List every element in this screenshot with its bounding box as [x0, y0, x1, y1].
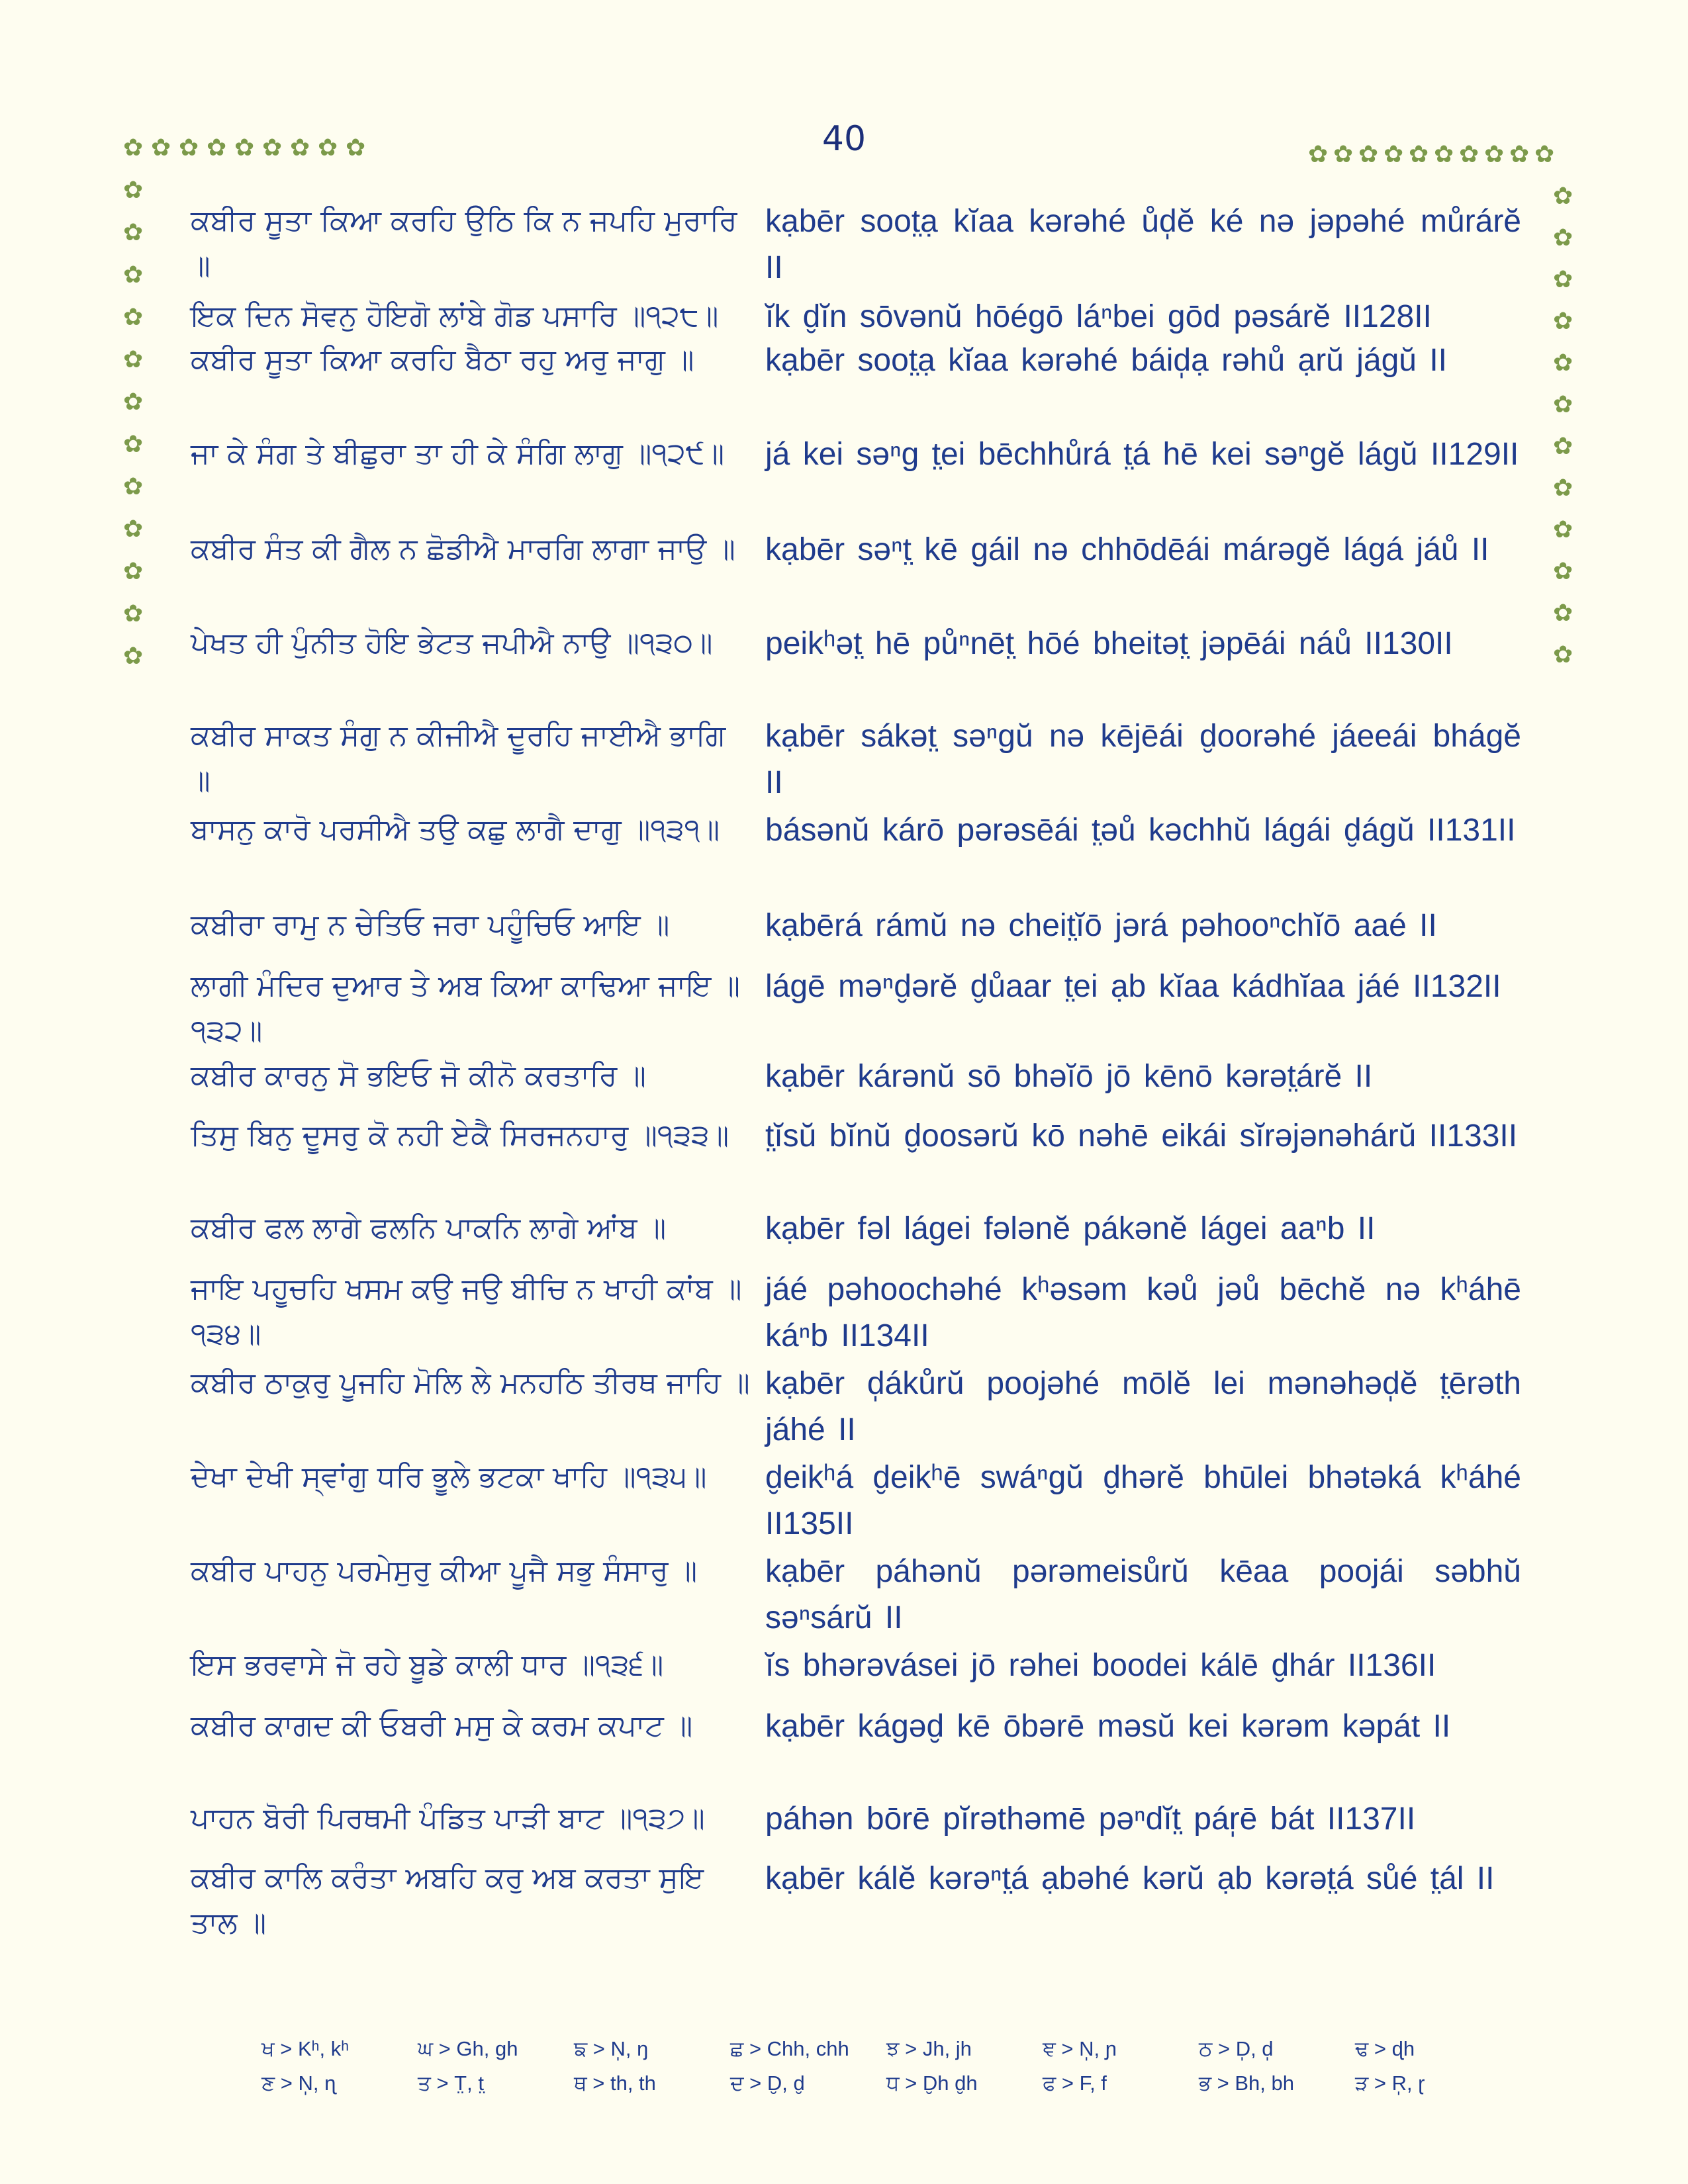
verse-row: [191, 1455, 1521, 1549]
transliteration-text: ĭk d̮ĭn sōvənŭ hōégō láⁿbei gōd pəsárĕ II128II: [765, 299, 1432, 334]
transliteration-text: já kei səⁿg t̤ei bēchhůrá t̤á hē kei səⁿgĕ lágŭ II129II: [765, 437, 1519, 472]
gurmukhi-text: ਕਬੀਰ ਠਾਕੁਰੁ ਪੂਜਹਿ ਮੋਲਿ ਲੇ ਮਨਹਠਿ ਤੀਰਥ ਜਾਹਿ ॥: [191, 1366, 750, 1400]
flower-icon: ✿: [123, 219, 144, 246]
verse-row: [191, 1549, 1521, 1643]
transliteration-text: t̤ĭsŭ bĭnŭ d̮oosərŭ kō nəhē eikái sĭrəjənəhárŭ II133II: [765, 1118, 1518, 1154]
gurmukhi-text: ਕਬੀਰ ਸੂਤਾ ਕਿਆ ਕਰਹਿ ਉਠਿ ਕਿ ਨ ਜਪਹਿ ਮੁਰਾਰਿ ॥: [191, 204, 737, 283]
flower-icon: ✿: [1553, 475, 1573, 502]
flower-icon: ✿: [123, 473, 144, 500]
transliteration-text: básənŭ kárō pərəsēái t̤əů kəchhŭ lágái d̮ágŭ II131II: [765, 813, 1516, 848]
gurmukhi-text: ਪੇਖਤ ਹੀ ਪੁੰਨੀਤ ਹੋਇ ਭੇਟਤ ਜਪੀਐ ਨਾਉ ॥੧੩੦॥: [191, 626, 713, 660]
flower-icon: ✿: [1553, 516, 1573, 543]
flower-icon: ✿: [1308, 141, 1329, 168]
page-number: 40: [821, 119, 867, 159]
gurmukhi-text: ਕਬੀਰ ਕਾਰਨੁ ਸੋ ਭਇਓ ਜੋ ਕੀਨੋ ਕਰਤਾਰਿ ॥: [191, 1059, 646, 1093]
gurmukhi-text: ਇਕ ਦਿਨ ਸੋਵਨੁ ਹੋਇਗੋ ਲਾਂਬੇ ਗੋਡ ਪਸਾਰਿ ॥੧੨੮॥: [191, 299, 719, 333]
transliteration-text: kạbēr səⁿt̤ kē gáil nə chhōdēái márəgĕ lágá jáů II: [765, 532, 1489, 567]
flower-icon: ✿: [123, 431, 144, 458]
verse-row: [191, 1113, 1521, 1206]
transliteration-text: ĭs bhərəvásei jō rəhei boodei kálē d̮hár II136II: [765, 1648, 1436, 1683]
legend-item: ਖ > Kʰ, kʰ: [261, 2037, 350, 2060]
transliteration-text: jáé pəhoochəhé kʰəsəm kəů jəů bēchĕ nə kʰáhē káⁿb II134II: [765, 1272, 1521, 1353]
legend-item: ਭ > Bh, bh: [1199, 2071, 1294, 2095]
gurmukhi-text: ਕਬੀਰ ਸਾਕਤ ਸੰਗੁ ਨ ਕੀਜੀਐ ਦੂਰਹਿ ਜਾਈਐ ਭਾਗਿ ॥: [191, 719, 726, 797]
flower-icon: ✿: [123, 516, 144, 543]
flower-icon: ✿: [123, 388, 144, 416]
transliteration-text: kạbēr páhənŭ pərəmeisůrŭ kēaa poojái səbhŭ səⁿsárŭ II: [765, 1554, 1521, 1635]
verse-table: [191, 199, 1521, 1950]
flower-icon: ✿: [318, 134, 338, 161]
gurmukhi-text: ਬਾਸਨੁ ਕਾਰੋ ਪਰਸੀਐ ਤਉ ਕਛੁ ਲਾਗੈ ਦਾਗੁ ॥੧੩੧॥: [191, 813, 720, 846]
gurmukhi-text: ਕਬੀਰ ਪਾਹਨੁ ਪਰਮੇਸੁਰੁ ਕੀਆ ਪੂਜੈ ਸਭੁ ਸੰਸਾਰੁ ॥: [191, 1554, 698, 1588]
verse-row: [191, 527, 1521, 621]
verse-row: [191, 338, 1521, 432]
gurmukhi-text: ਜਾ ਕੇ ਸੰਗ ਤੇ ਬੀਛੁਰਾ ਤਾ ਹੀ ਕੇ ਸੰਗਿ ਲਾਗੁ ॥੧੨੯॥: [191, 437, 725, 471]
verse-row: [191, 1054, 1521, 1113]
verse-row: [191, 903, 1521, 964]
legend-item: ਢ > ɖh: [1355, 2037, 1415, 2060]
verse-row: [191, 1796, 1521, 1856]
flower-icon: ✿: [1409, 141, 1429, 168]
flower-icon: ✿: [123, 346, 144, 373]
legend-item: ਣ > N̩, ɳ: [261, 2071, 336, 2095]
gurmukhi-text: ਕਬੀਰ ਸੂਤਾ ਕਿਆ ਕਰਹਿ ਬੈਠਾ ਰਹੁ ਅਰੁ ਜਾਗੁ ॥: [191, 343, 694, 377]
legend-item: ੜ > R̩, ɽ: [1355, 2071, 1425, 2095]
flower-icon: ✿: [262, 134, 283, 161]
flower-icon: ✿: [123, 177, 144, 204]
flower-icon: ✿: [1553, 183, 1573, 210]
flower-icon: ✿: [151, 134, 171, 161]
flower-icon: ✿: [1553, 266, 1573, 293]
flower-icon: ✿: [123, 261, 144, 289]
verse-row: [191, 1643, 1521, 1704]
transliteration-text: kạbērá rámŭ nə cheit̤ĭō jərá pəhooⁿchĭō aaé II: [765, 908, 1437, 943]
legend-item: ਞ > N̩, ɲ: [1043, 2037, 1117, 2060]
flower-icon: ✿: [179, 134, 199, 161]
verse-row: [191, 1361, 1521, 1455]
gurmukhi-text: ਦੇਖਾ ਦੇਖੀ ਸ੍ਵਾਂਗੁ ਧਰਿ ਭੂਲੇ ਭਟਕਾ ਖਾਹਿ ॥੧੩੫॥: [191, 1460, 707, 1494]
legend-item: ਫ > F, f: [1043, 2071, 1107, 2095]
legend-item: ਘ > Gh, gh: [418, 2037, 518, 2060]
verse-row: [191, 1704, 1521, 1796]
gurmukhi-text: ਇਸ ਭਰਵਾਸੇ ਜੋ ਰਹੇ ਬੂਡੇ ਕਾਲੀ ਧਾਰ ॥੧੩੬॥: [191, 1648, 664, 1682]
flower-icon: ✿: [207, 134, 227, 161]
verse-row: [191, 713, 1521, 807]
transliteration-text: kạbēr soot̤ạ kĭaa kərəhé báid̩ạ rəhů ạrŭ jágŭ II: [765, 343, 1447, 378]
gurmukhi-text: ਤਿਸੁ ਬਿਨੁ ਦੂਸਰੁ ਕੋ ਨਹੀ ਏਕੈ ਸਿਰਜਨਹਾਰੁ ॥੧੩੩॥: [191, 1118, 729, 1152]
flower-icon: ✿: [123, 558, 144, 585]
gurmukhi-text: ਕਬੀਰਾ ਰਾਮੁ ਨ ਚੇਤਿਓ ਜਰਾ ਪਹੂੰਚਿਓ ਆਇ ॥: [191, 908, 670, 942]
flower-icon: ✿: [1434, 141, 1454, 168]
flower-icon: ✿: [1553, 433, 1573, 460]
transliteration-text: kạbēr soot̤ạ kĭaa kərəhé ůd̩ĕ ké nə jəpəhé můrárĕ II: [765, 204, 1521, 285]
transliteration-text: lágē məⁿd̮ərĕ d̮ůaar t̤ei ạb kĭaa kádhĭaa jáé II132II: [765, 969, 1501, 1004]
legend-item: ਥ > th, th: [574, 2071, 656, 2095]
legend-row: [261, 2037, 1519, 2071]
verse-row: [191, 199, 1521, 294]
flower-icon: ✿: [1553, 391, 1573, 418]
flower-icon: ✿: [1333, 141, 1354, 168]
flower-icon: ✿: [1358, 141, 1379, 168]
transliteration-text: páhən bōrē pĭrəthəmē pəⁿdĭt̤ pár̩ē bát II137II: [765, 1801, 1416, 1837]
verse-row: [191, 432, 1521, 527]
flower-icon: ✿: [234, 134, 255, 161]
legend-row: [261, 2071, 1519, 2106]
flower-icon: ✿: [123, 600, 144, 627]
verse-row: [191, 294, 1521, 338]
gurmukhi-text: ਜਾਇ ਪਹੂਚਹਿ ਖਸਮ ਕਉ ਜਉ ਬੀਚਿ ਨ ਖਾਹੀ ਕਾਂਬ ॥੧੩੪॥: [191, 1272, 742, 1351]
transliteration-text: kạbēr fəl lágei fələnĕ pákənĕ lágei aaⁿb II: [765, 1211, 1376, 1246]
verse-row: [191, 1856, 1521, 1950]
verse-row: [191, 964, 1521, 1054]
legend-item: ਝ > Jh, jh: [886, 2037, 972, 2060]
gurmukhi-text: ਕਬੀਰ ਸੰਤ ਕੀ ਗੈਲ ਨ ਛੋਡੀਐ ਮਾਰਗਿ ਲਾਗਾ ਜਾਉ ॥: [191, 532, 735, 566]
transliteration-legend: [261, 2037, 1519, 2106]
legend-item: ਦ > D̮, d̮: [730, 2071, 805, 2095]
transliteration-text: peikʰət̤ hē půⁿnēt̤ hōé bheitət̤ jəpēái náů II130II: [765, 626, 1453, 661]
flower-icon: ✿: [1484, 141, 1505, 168]
transliteration-text: kạbēr sákət̤ səⁿgŭ nə kējēái d̮oorəhé jáeeái bhágĕ II: [765, 719, 1521, 800]
gurmukhi-text: ਕਬੀਰ ਕਾਗਦ ਕੀ ਓਬਰੀ ਮਸੁ ਕੇ ਕਰਮ ਕਪਾਟ ॥: [191, 1709, 693, 1743]
flower-icon: ✿: [1553, 308, 1573, 335]
flower-icon: ✿: [1509, 141, 1530, 168]
legend-item: ਤ > T̤, t̤: [418, 2071, 484, 2095]
flower-icon: ✿: [1553, 600, 1573, 627]
flower-icon: ✿: [1534, 141, 1555, 168]
gurmukhi-text: ਲਾਗੀ ਮੰਦਿਰ ਦੁਆਰ ਤੇ ਅਬ ਕਿਆ ਕਾਢਿਆ ਜਾਇ ॥੧੩੨॥: [191, 969, 740, 1048]
flower-icon: ✿: [123, 304, 144, 331]
legend-item: ਙ > N̩, ŋ: [574, 2037, 649, 2060]
gurmukhi-text: ਕਬੀਰ ਫਲ ਲਾਗੇ ਫਲਨਿ ਪਾਕਨਿ ਲਾਗੇ ਆਂਬ ॥: [191, 1211, 667, 1245]
legend-item: ਠ > D̩, d̩: [1199, 2037, 1274, 2060]
gurmukhi-text: ਪਾਹਨ ਬੋਰੀ ਪਿਰਥਮੀ ਪੰਡਿਤ ਪਾੜੀ ਬਾਟ ॥੧੩੭॥: [191, 1801, 705, 1835]
transliteration-text: kạbēr kárənŭ sō bhəĭō jō kēnō kərət̤árĕ II: [765, 1059, 1373, 1094]
flower-icon: ✿: [1553, 224, 1573, 251]
verse-row: [191, 1267, 1521, 1361]
flower-icon: ✿: [123, 134, 144, 161]
transliteration-text: kạbēr d̩ákůrŭ poojəhé mōlĕ lei mənəhəd̩ĕ t̤ērəth jáhé II: [765, 1366, 1521, 1447]
flower-icon: ✿: [123, 643, 144, 670]
flower-icon: ✿: [1459, 141, 1479, 168]
transliteration-text: d̮eikʰá d̮eikʰē swáⁿgŭ d̮hərĕ bhūlei bhətəká kʰáhé II135II: [765, 1460, 1521, 1541]
transliteration-text: kạbēr kálĕ kərəⁿt̤á ạbəhé kərŭ ạb kərət̤á sůé t̤ál II: [765, 1861, 1495, 1896]
flower-icon: ✿: [1553, 558, 1573, 585]
flower-icon: ✿: [346, 134, 366, 161]
legend-item: ਛ > Chh, chh: [730, 2037, 849, 2060]
flower-icon: ✿: [1383, 141, 1404, 168]
flower-icon: ✿: [1553, 349, 1573, 377]
flower-icon: ✿: [290, 134, 310, 161]
flower-icon: ✿: [1553, 641, 1573, 668]
verse-row: [191, 1206, 1521, 1267]
transliteration-text: kạbēr kágəd̮ kē ōbərē məsŭ kei kərəm kəpát II: [765, 1709, 1451, 1744]
legend-item: ਧ > D̮h d̮h: [886, 2071, 978, 2095]
gurmukhi-text: ਕਬੀਰ ਕਾਲਿ ਕਰੰਤਾ ਅਬਹਿ ਕਰੁ ਅਬ ਕਰਤਾ ਸੁਇ ਤਾਲ ॥: [191, 1861, 704, 1940]
verse-row: [191, 807, 1521, 903]
verse-row: [191, 621, 1521, 713]
